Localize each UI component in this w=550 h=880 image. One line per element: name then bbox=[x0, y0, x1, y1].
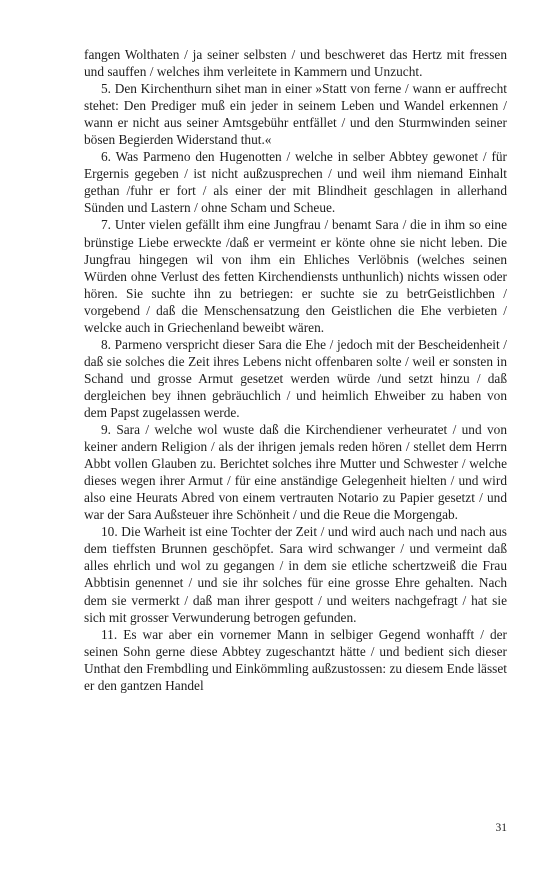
paragraph-9: 9. Sara / welche wol wuste daß die Kirchendiener verheuratet / und von keiner andern Religion / als der ihrigen jemals reden hören / stellet dem Herrn Abbt vollen Glauben zu. Berichtet solches ihre Mutter und Schwester / welche dieses wegen ihrer Armut / für eine anständige Gelegenheit hielten / und wird also eine Heurats Abred von einem vertrauten Notario zu Papier gesetzt / und war der Sara Außsteuer ihre Schönheit / und die Reue die Morgengab. bbox=[84, 422, 507, 523]
paragraph-11: 11. Es war aber ein vornemer Mann in selbiger Gegend wonhafft / der seinen Sohn gerne diese Abbtey zugeschantzt hätte / und bedient sich dieser Unthat den Frembdling und Einkömmling außzustossen: zu diesem Ende lässet er den gantzen Handel bbox=[84, 626, 507, 693]
paragraph-8: 8. Parmeno verspricht dieser Sara die Ehe / jedoch mit der Bescheidenheit / daß sie solches die Zeit ihres Lebens nicht offenbaren solte / weil er sonsten in Schand und grosse Armut gesetzet werden würde /und setzt hinzu / daß dergleichen bey ihnen gebräuchlich / und heimlich Ehweiber zu haben von dem Papst zugelassen werde. bbox=[84, 336, 507, 420]
page-body bbox=[84, 46, 507, 694]
paragraph-5: 5. Den Kirchenthurn sihet man in einer »Statt von ferne / wann er auffrecht stehet: Den Prediger muß ein jeder in seinem Leben und Wandel erkennen / wann er nicht aus seiner Amtsgebühr entfället / und den Sturmwinden seiner bösen Begierden Widerstand thut.« bbox=[84, 81, 507, 148]
paragraph-6: 6. Was Parmeno den Hugenotten / welche in selber Abbtey gewonet / für Ergernis gegeben / ist nicht außzusprechen / und weil ihm niemand Einhalt gethan /fuhr er fort / als einer der mit Blindheit geschlagen in allerhand Sünden und Lastern / ohne Scham und Scheue. bbox=[84, 149, 507, 216]
paragraph-10: 10. Die Warheit ist eine Tochter der Zeit / und wird auch nach und nach aus dem tieffsten Brunnen geschöpfet. Sara wird schwanger / und vermeint daß alles ehrlich und wol zu gegangen / in dem sie etliche schertzweiß die Frau Abbtisin genennet / und sie ihr solches für eine grosse Ehre gehalten. Nach dem sie vermerkt / daß man ihrer gespott / und weiters nachgefragt / hat sie sich mit grosser Verwunderung betrogen gefunden. bbox=[84, 524, 507, 625]
page-number: 31 bbox=[495, 822, 507, 834]
paragraph-7: 7. Unter vielen gefällt ihm eine Jungfrau / benamt Sara / die in ihm so eine brünstige Liebe erweckte /daß er vermeint er könte ohne sie nicht leben. Die Jungfrau hingegen wil von ihm ein Ehliches Verlöbnis (welches seinen Würden ohne Verlust des fetten Kirchendiensts unthunlich) nichts wissen oder hören. Sie suchte ihn zu betriegen: er suchte sie zu betrGeistlichben / vorgebend / daß die Menschensatzung den Geistlichen die Ehe verbieten / welcke auch in Griechenland beweibt wären. bbox=[84, 217, 507, 335]
paragraph-continuation: fangen Wolthaten / ja seiner selbsten / und beschweret das Hertz mit fressen und sauffen / welches ihm verleitete in Kammern und Unzucht. bbox=[84, 47, 507, 80]
